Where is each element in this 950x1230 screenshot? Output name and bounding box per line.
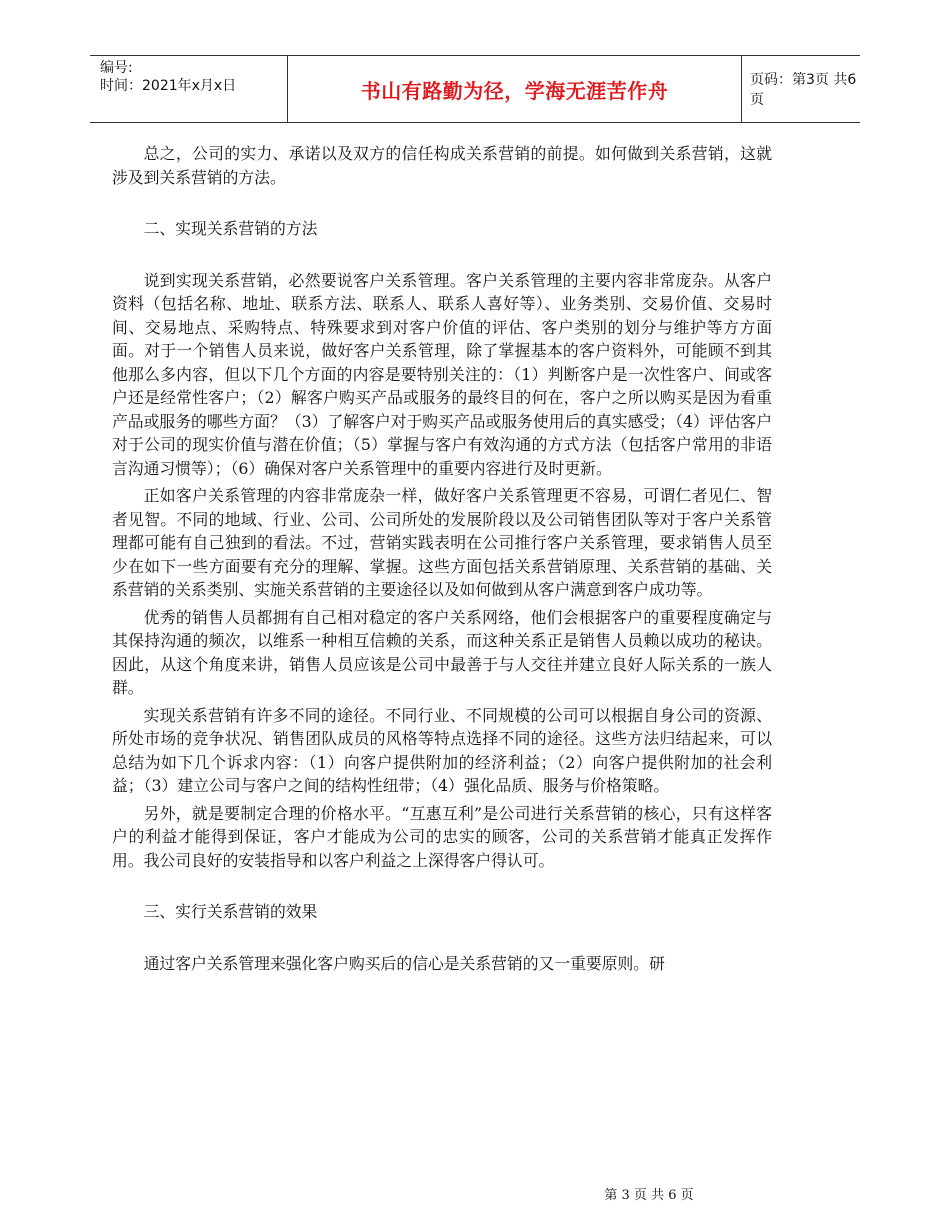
serial-label: 编号:: [100, 60, 133, 76]
paragraph-6: 另外，就是要制定合理的价格水平。“互惠互利”是公司进行关系营销的核心，只有这样客户的利益才能得到保证，客户才能成为公司的忠实的顾客，公司的关系营销才能真正发挥作用。我公司良好的安装指导和以客户利益之上深得客户得认可。: [112, 803, 772, 870]
paragraph-2: 说到实现关系营销，必然要说客户关系管理。客户关系管理的主要内容非常庞杂。从客户资料（包括名称、地址、联系方法、联系人、联系人喜好等）、业务类别、交易价值、交易时间、交易地点、采购特点、特殊要求到对客户价值的评估、客户类别的划分与维护等方方面面。对于一个销售人员来说，做好客户关系管理，除了掌握基本的客户资料外，可能顾不到其他那么多内容，但以下几个方面的内容是要特别关注的：（1）判断客户是一次性客户、间或客户还是经常性客户；（2）解客户购买产品或服务的最终目的何在，客户之所以购买是因为看重产品或服务的哪些方面？（3）了解客户对于购买产品或服务使用后的真实感受；（4）评估客户对于公司的现实价值与潜在价值；（5）掌握与客户有效沟通的方式方法（包括客户常用的非语言沟通习惯等）；（6）确保对客户关系管理中的重要内容进行及时更新。: [112, 270, 772, 478]
paragraph-7: 通过客户关系管理来强化客户购买后的信心是关系营销的又一重要原则。研: [143, 953, 665, 973]
paragraph-3: 正如客户关系管理的内容非常庞杂一样，做好客户关系管理更不容易，可谓仁者见仁、智者见智。不同的地域、行业、公司、公司所处的发展阶段以及公司销售团队等对于客户关系管理都可能有自己独到的看法。不过，营销实践表明在公司推行客户关系管理，要求销售人员至少在如下一些方面要有充分的理解、掌握。这些方面包括关系营销原理、关系营销的基础、关系营销的关系类别、实施关系营销的主要途径以及如何做到从客户满意到客户成功等。: [112, 486, 772, 599]
section-heading-3: 三、实行关系营销的效果: [143, 902, 318, 921]
page-footer: [0, 1184, 950, 1203]
paragraph-4: 优秀的销售人员都拥有自己相对稳定的客户关系网络，他们会根据客户的重要程度确定与其保持沟通的频次，以维系一种相互信赖的关系，而这种关系正是销售人员赖以成功的秘诀。因此，从这个角度来讲，销售人员应该是公司中最善于与人交往并建立良好人际关系的一族人群。: [112, 607, 772, 697]
header-motto: 书山有路勤为径，学海无涯苦作舟: [287, 56, 742, 122]
page-header: [90, 55, 860, 123]
paragraph-1: 总之，公司的实力、承诺以及双方的信任构成关系营销的前提。如何做到关系营销，这就涉及到关系营销的方法。: [112, 144, 772, 187]
document-body: [112, 142, 772, 975]
section-heading-2: 二、实现关系营销的方法: [143, 219, 318, 238]
header-page-label: 页码：第3页 共6页: [750, 72, 857, 108]
footer-page-number: 第 3 页 共 6 页: [604, 1188, 694, 1203]
time-label: 时间：2021年x月x日: [100, 78, 237, 94]
paragraph-5: 实现关系营销有许多不同的途径。不同行业、不同规模的公司可以根据自身公司的资源、所处市场的竞争状况、销售团队成员的风格等特点选择不同的途径。这些方法归结起来，可以总结为如下几个诉求内容：（1）向客户提供附加的经济利益；（2）向客户提供附加的社会利益；（3）建立公司与客户之间的结构性纽带；（4）强化品质、服务与价格策略。: [112, 705, 772, 795]
header-meta: [90, 56, 287, 122]
